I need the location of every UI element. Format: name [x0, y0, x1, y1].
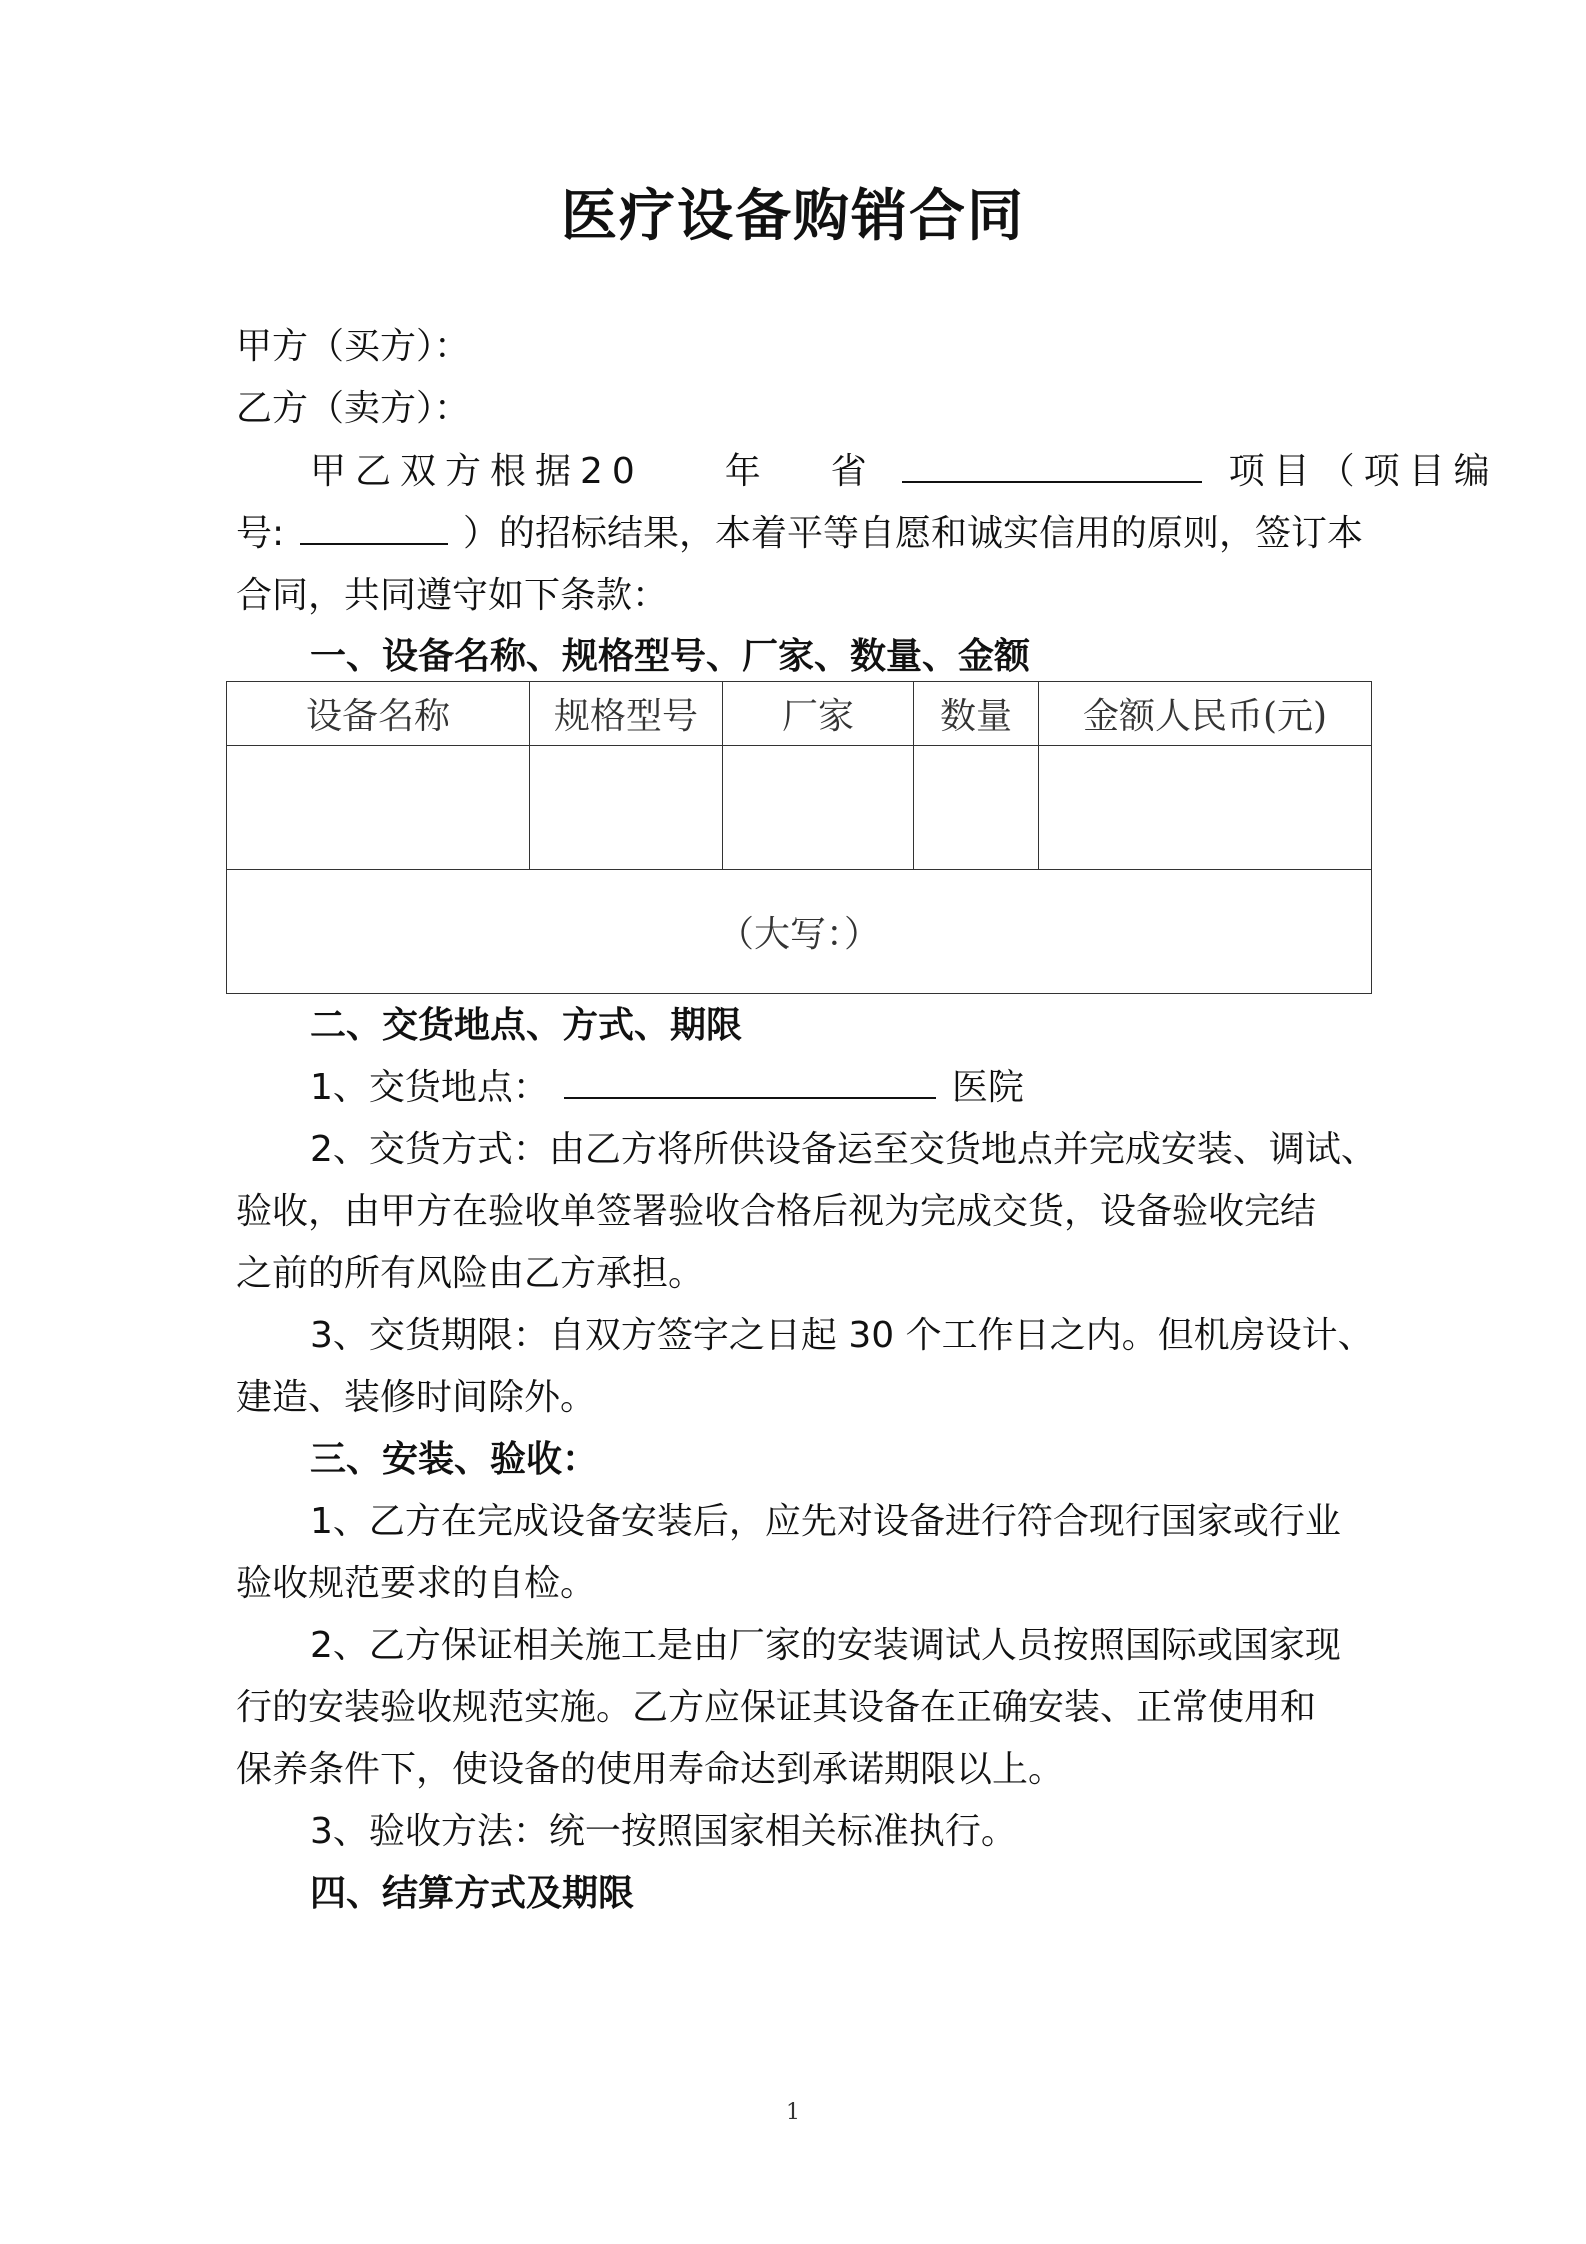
table-total-row: [227, 870, 1372, 994]
total-in-words[interactable]: （大写：）: [227, 870, 1372, 994]
install-item1-line-2: 验收规范要求的自检。: [236, 1563, 597, 1604]
cell-quantity[interactable]: [914, 746, 1039, 870]
section2-heading: 二、交货地点、方式、期限: [310, 1005, 743, 1046]
header-manufacturer: 厂家: [723, 682, 914, 746]
install-item2-line-1: 2、乙方保证相关施工是由厂家的安装调试人员按照国际或国家现: [310, 1625, 1341, 1666]
delivery-period-line-1: 3、交货期限：自双方签字之日起 30 个工作日之内。但机房设计、: [310, 1315, 1374, 1356]
section1-heading: 一、设备名称、规格型号、厂家、数量、金额: [310, 636, 1031, 677]
page-number: 1: [786, 2100, 800, 2125]
intro-line-2: [236, 505, 1363, 556]
header-model: 规格型号: [530, 682, 723, 746]
cell-equipment-name[interactable]: [227, 746, 530, 870]
table-header-row: [227, 682, 1372, 746]
delivery-location-label: 1、交货地点：: [310, 1067, 549, 1108]
intro-line2-prefix: 号:: [236, 513, 285, 554]
install-item3-line: 3、验收方法：统一按照国家相关标准执行。: [310, 1811, 1017, 1852]
party-a-label: 甲方（买方）：: [236, 326, 471, 367]
cell-amount[interactable]: [1039, 746, 1372, 870]
delivery-method-line-3: 之前的所有风险由乙方承担。: [236, 1253, 705, 1294]
header-equipment-name: 设备名称: [227, 682, 530, 746]
intro-line-3: 合同，共同遵守如下条款：: [236, 575, 669, 616]
intro-text-2: 年: [724, 451, 770, 492]
delivery-location-blank[interactable]: [564, 1067, 936, 1099]
delivery-location-line: [310, 1059, 1024, 1110]
project-number-blank[interactable]: [300, 513, 448, 545]
header-quantity: 数量: [914, 682, 1039, 746]
intro-line-1: [310, 443, 1499, 494]
delivery-method-line-1: 2、交货方式：由乙方将所供设备运至交货地点并完成安装、调试、: [310, 1129, 1377, 1170]
delivery-location-suffix: 医院: [951, 1067, 1024, 1108]
table-row: [227, 746, 1372, 870]
intro-text-4: 项目（项目编: [1228, 451, 1499, 492]
delivery-method-line-2: 验收，由甲方在验收单签署验收合格后视为完成交货，设备验收完结: [236, 1191, 1317, 1232]
equipment-table: [226, 681, 1372, 994]
document-title: 医疗设备购销合同: [561, 184, 1025, 249]
project-name-blank[interactable]: [902, 451, 1202, 483]
cell-model[interactable]: [530, 746, 723, 870]
cell-manufacturer[interactable]: [723, 746, 914, 870]
install-item2-line-3: 保养条件下，使设备的使用寿命达到承诺期限以上。: [236, 1749, 1065, 1790]
intro-line2-suffix: ）的招标结果，本着平等自愿和诚实信用的原则，签订本: [463, 513, 1364, 554]
intro-text-3: 省: [830, 451, 876, 492]
section3-heading: 三、安装、验收：: [310, 1439, 599, 1480]
section4-heading: 四、结算方式及期限: [310, 1873, 635, 1914]
intro-text-1: 甲乙双方根据20: [310, 451, 644, 492]
install-item2-line-2: 行的安装验收规范实施。乙方应保证其设备在正确安装、正常使用和: [236, 1687, 1317, 1728]
party-b-label: 乙方（卖方）：: [236, 388, 471, 429]
header-amount: 金额人民币(元): [1039, 682, 1372, 746]
delivery-period-line-2: 建造、装修时间除外。: [236, 1377, 597, 1418]
install-item1-line-1: 1、乙方在完成设备安装后，应先对设备进行符合现行国家或行业: [310, 1501, 1341, 1542]
